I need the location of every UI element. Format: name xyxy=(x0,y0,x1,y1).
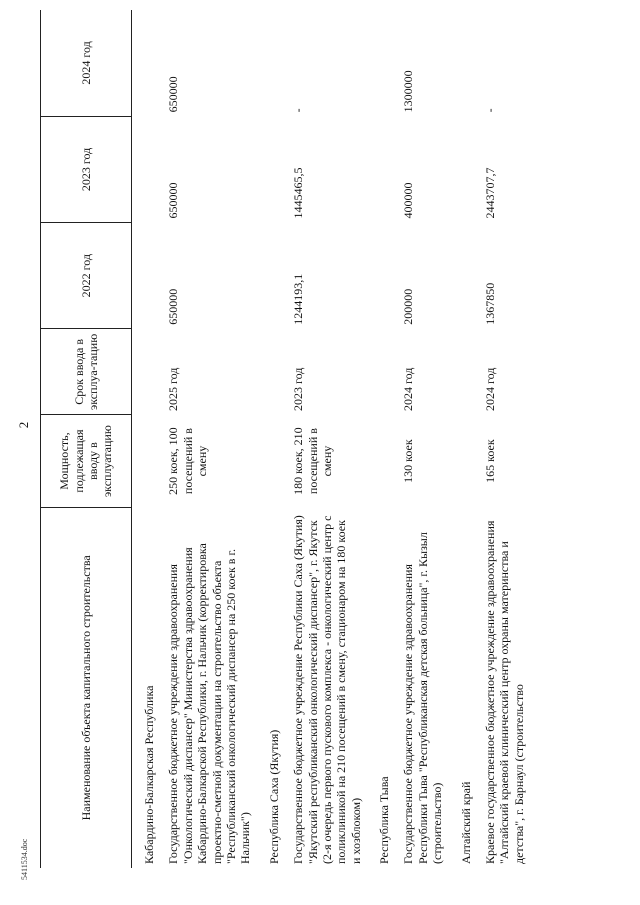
value-2023: 1445465,5 xyxy=(291,167,306,219)
object-capacity: 130 коек xyxy=(401,439,416,483)
region-row xyxy=(257,10,289,868)
object-capacity: 250 коек, 100 посещений в смену xyxy=(166,427,210,495)
region-row xyxy=(132,10,165,868)
value-2022: 1367850 xyxy=(483,282,498,325)
region-name: Алтайский край xyxy=(458,781,473,864)
object-capacity: 180 коек, 210 посещений в смену xyxy=(291,427,334,495)
header-2022: 2022 год xyxy=(41,223,132,329)
region-row xyxy=(449,10,481,868)
file-reference: 5411534.doc xyxy=(20,838,29,880)
table-row xyxy=(164,10,256,868)
object-capacity: 165 коек xyxy=(483,439,498,483)
object-term: 2024 год xyxy=(483,367,498,411)
object-term: 2024 год xyxy=(401,367,416,411)
region-name: Кабардино-Балкарская Республика xyxy=(142,685,156,864)
header-capacity: Мощность, подлежащая вводу в эксплуатацию xyxy=(41,415,132,507)
page-number: 2 xyxy=(16,421,31,429)
value-2024: 650000 xyxy=(166,76,181,113)
object-name: Государственное бюджетное учреждение здравоохранения Республики Тыва "Республиканская детская больница", г. Кызыл (строительство) xyxy=(401,532,445,864)
value-2022: 650000 xyxy=(166,288,181,325)
header-term: Срок ввода в эксплуа-тацию xyxy=(41,329,132,415)
table-header-row xyxy=(41,10,132,868)
table-row xyxy=(481,10,530,868)
value-2022: 1244193,1 xyxy=(291,273,306,325)
region-name: Республика Саха (Якутия) xyxy=(266,729,281,864)
value-2022: 200000 xyxy=(401,288,416,325)
value-2023: 650000 xyxy=(166,182,181,219)
header-2023: 2023 год xyxy=(41,116,132,222)
object-term: 2025 год xyxy=(166,367,181,411)
table-row xyxy=(289,10,367,868)
object-term: 2023 год xyxy=(291,367,306,411)
object-name: Государственное бюджетное учреждение Республики Саха (Якутия) "Якутский республиканский онкологический диспансер", г. Якутск (2-я очередь первого пускового комплекса - онкологический центр с поликлиникой на 210 посещений в смену, стационаром на 180 коек и хозблоком) xyxy=(291,515,363,864)
value-2024: 1300000 xyxy=(401,70,416,113)
region-row xyxy=(367,10,399,868)
value-2024: - xyxy=(291,108,306,113)
value-2024: - xyxy=(483,108,498,113)
object-name: Государственное бюджетное учреждение здравоохранения "Онкологический диспансер" Министерства здравоохранения Кабардино-Балкарской Республики, г. Нальчик (корректировка проектно-сметной документации на строительство объекта "Республиканский онкологический диспансер на 250 коек в г. Нальчик") xyxy=(166,543,253,864)
capital-construction-table xyxy=(40,10,530,868)
table-row xyxy=(399,10,448,868)
value-2023: 2443707,7 xyxy=(483,167,498,219)
rotated-sheet xyxy=(16,10,621,880)
region-name: Республика Тыва xyxy=(377,776,392,864)
value-2023: 400000 xyxy=(401,182,416,219)
header-name: Наименование объекта капитального строительства xyxy=(41,507,132,868)
header-2024: 2024 год xyxy=(41,10,132,116)
object-name: Краевое государственное бюджетное учреждение здравоохранения "Алтайский краевой клинический центр охраны материнства и детства", г. Барнаул (строительство xyxy=(483,520,526,864)
